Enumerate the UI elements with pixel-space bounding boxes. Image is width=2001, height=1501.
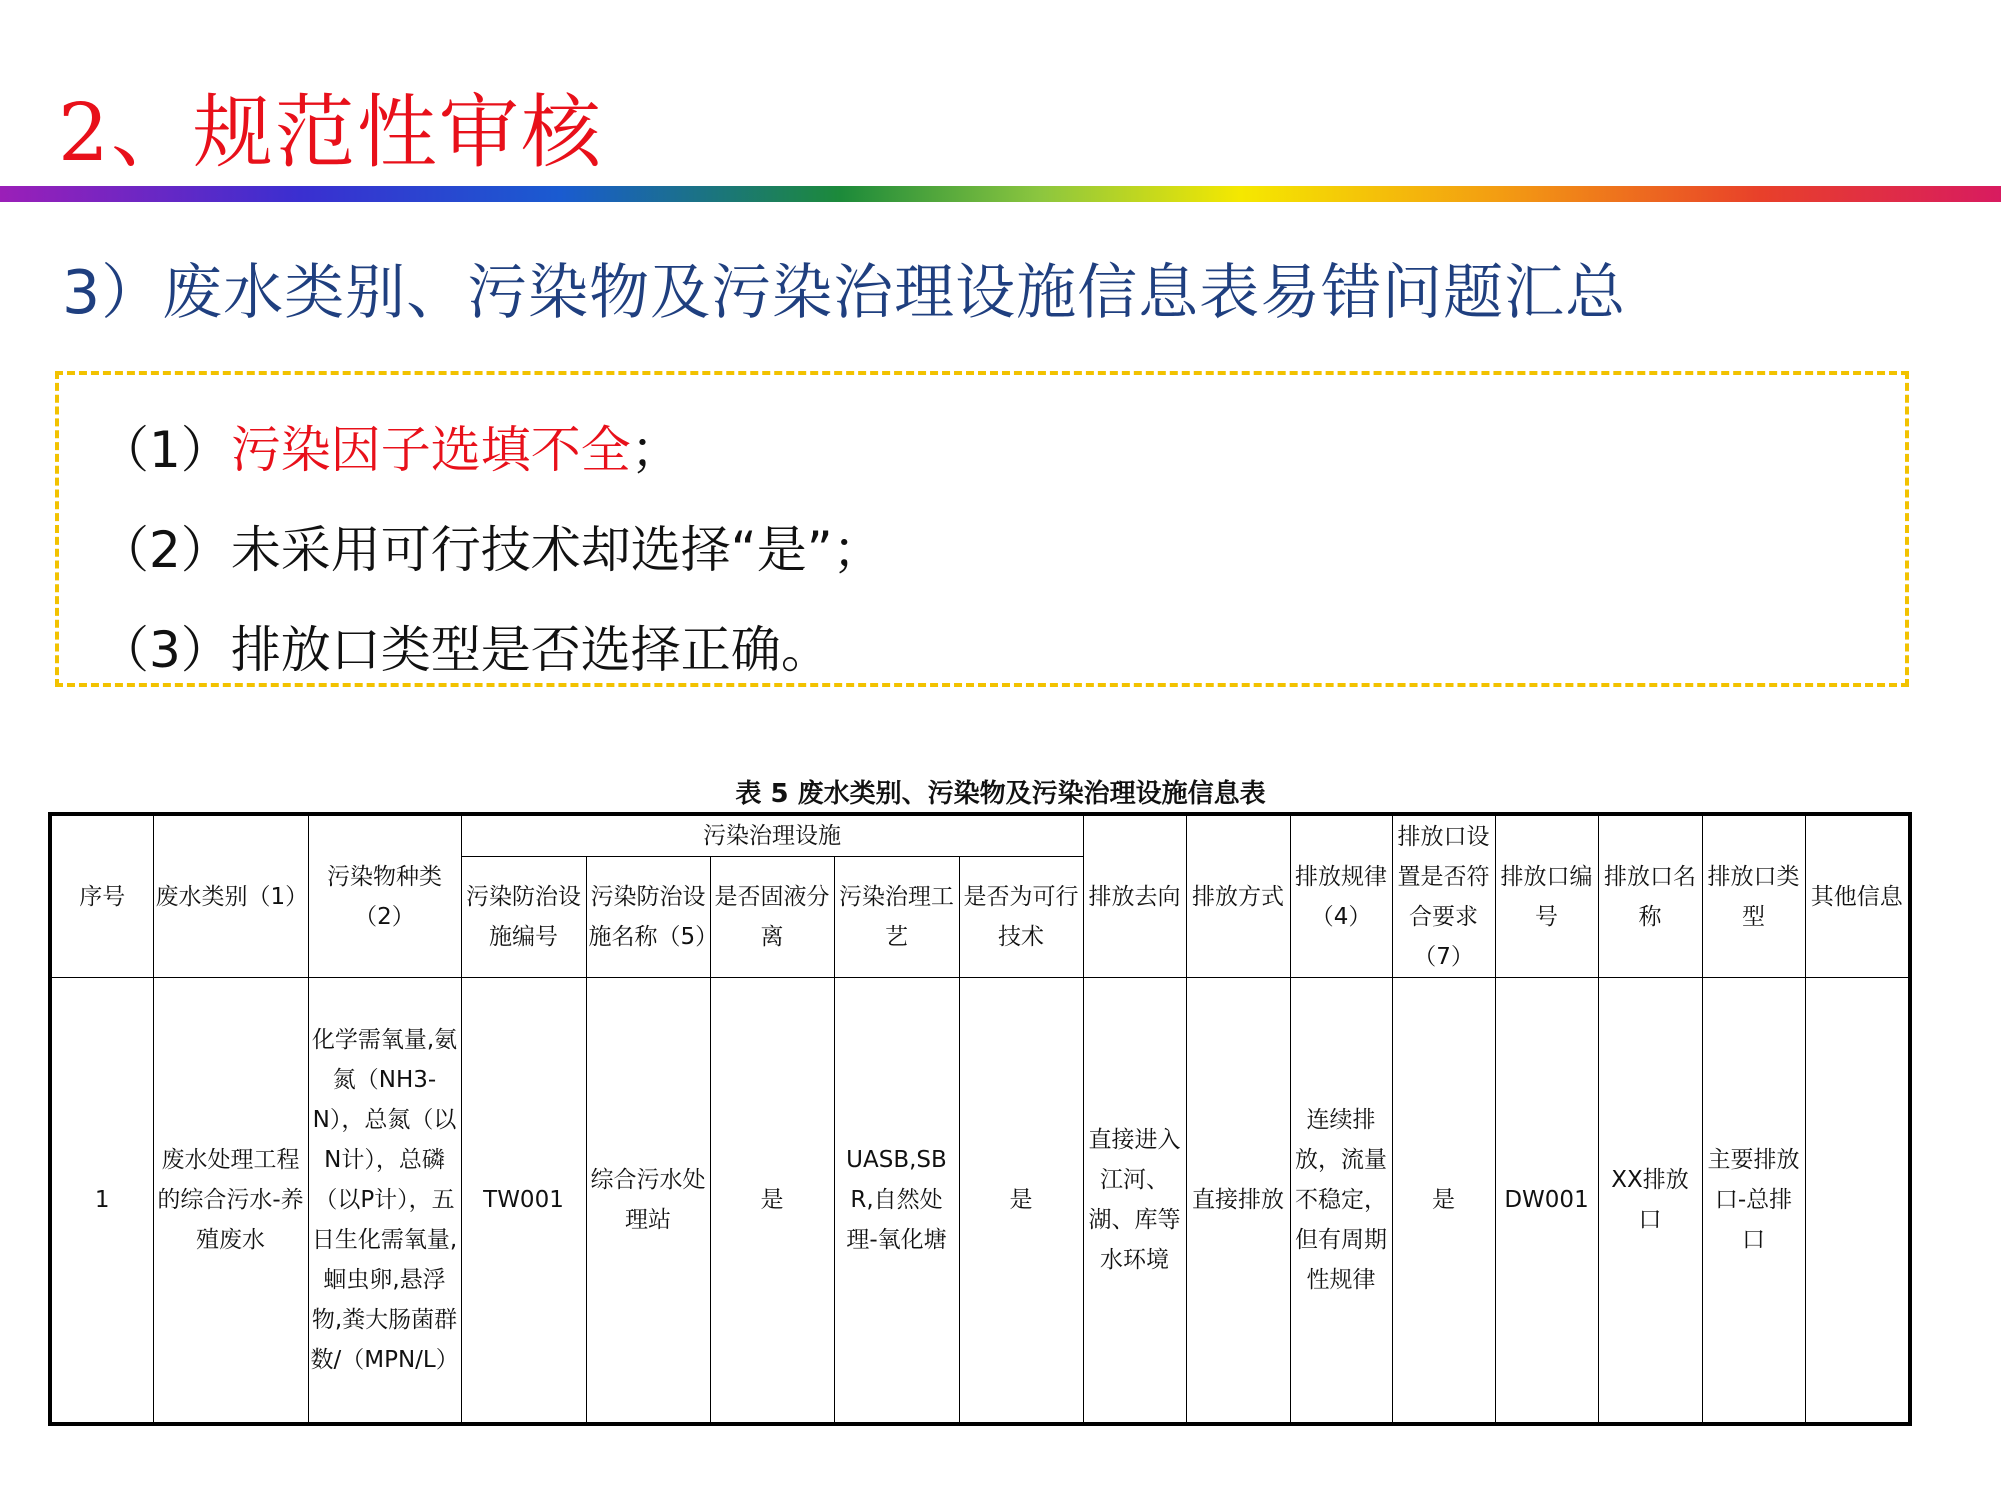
cell-discharge-pattern: 连续排放，流量不稳定，但有周期性规律: [1290, 978, 1392, 1425]
issue-item: [99, 410, 681, 482]
issue-item: [99, 610, 831, 682]
issue-item: [99, 510, 883, 582]
header-cell: 排放去向: [1083, 814, 1186, 978]
rainbow-divider: [0, 186, 2001, 202]
issue-number: （3）: [99, 621, 231, 679]
header-cell: 污染防治设施名称（5）: [586, 857, 710, 978]
header-cell: 是否固液分离: [710, 857, 834, 978]
issue-number: （1）: [99, 421, 231, 479]
table-caption: 表 5 废水类别、污染物及污染治理设施信息表: [735, 779, 1266, 809]
header-cell: 排放口设置是否符合要求（7）: [1392, 814, 1495, 978]
cell-outlet-id: DW001: [1495, 978, 1598, 1425]
cell-outlet-type: 主要排放口-总排口: [1702, 978, 1805, 1425]
slide-title: 2、规范性审核: [58, 86, 603, 179]
issue-punct: ；: [630, 421, 681, 479]
cell-process: UASB,SBR,自然处理-氧化塘: [834, 978, 959, 1425]
header-cell: 序号: [50, 814, 153, 978]
header-cell: 排放口名称: [1598, 814, 1702, 978]
issue-text: 未采用可行技术却选择“是”: [230, 521, 833, 579]
cell-pollutants: 化学需氧量,氨氮（NH3-N），总氮（以N计），总磷（以P计），五日生化需氧量,蛔虫卵,悬浮物,粪大肠菌群数/（MPN/L）: [308, 978, 461, 1425]
header-cell: 是否为可行技术: [959, 857, 1083, 978]
slide-subtitle: 3）废水类别、污染物及污染治理设施信息表易错问题汇总: [62, 258, 1627, 328]
cell-outlet-compliant: 是: [1392, 978, 1495, 1425]
header-cell: 污染防治设施编号: [461, 857, 586, 978]
cell-feasible-tech: 是: [959, 978, 1083, 1425]
cell-discharge-destination: 直接进入江河、湖、库等水环境: [1083, 978, 1186, 1425]
header-cell: 排放口编号: [1495, 814, 1598, 978]
issues-box: [55, 371, 1909, 687]
cell-index: 1: [50, 978, 153, 1425]
table-row: [50, 978, 1910, 1425]
cell-facility-id: TW001: [461, 978, 586, 1425]
cell-other-info: [1805, 978, 1910, 1425]
issue-punct: 。: [780, 621, 831, 679]
cell-facility-name: 综合污水处理站: [586, 978, 710, 1425]
header-cell: 废水类别（1）: [153, 814, 308, 978]
issue-text: 排放口类型是否选择正确: [230, 621, 781, 679]
cell-wastewater-type: 废水处理工程的综合污水-养殖废水: [153, 978, 308, 1425]
group-header-cell: 污染治理设施: [461, 814, 1083, 857]
header-cell: 污染物种类（2）: [308, 814, 461, 978]
header-cell: 污染治理工艺: [834, 857, 959, 978]
header-cell: 排放规律（4）: [1290, 814, 1392, 978]
cell-discharge-method: 直接排放: [1186, 978, 1290, 1425]
header-cell: 排放方式: [1186, 814, 1290, 978]
info-table: [48, 812, 1912, 1426]
header-cell: 排放口类型: [1702, 814, 1805, 978]
cell-solid-liquid-separation: 是: [710, 978, 834, 1425]
header-cell: 其他信息: [1805, 814, 1910, 978]
cell-outlet-name: XX排放口: [1598, 978, 1702, 1425]
header-row: [50, 814, 1910, 857]
issue-number: （2）: [99, 521, 231, 579]
issue-text: 污染因子选填不全: [230, 421, 631, 479]
issue-punct: ；: [832, 521, 883, 579]
